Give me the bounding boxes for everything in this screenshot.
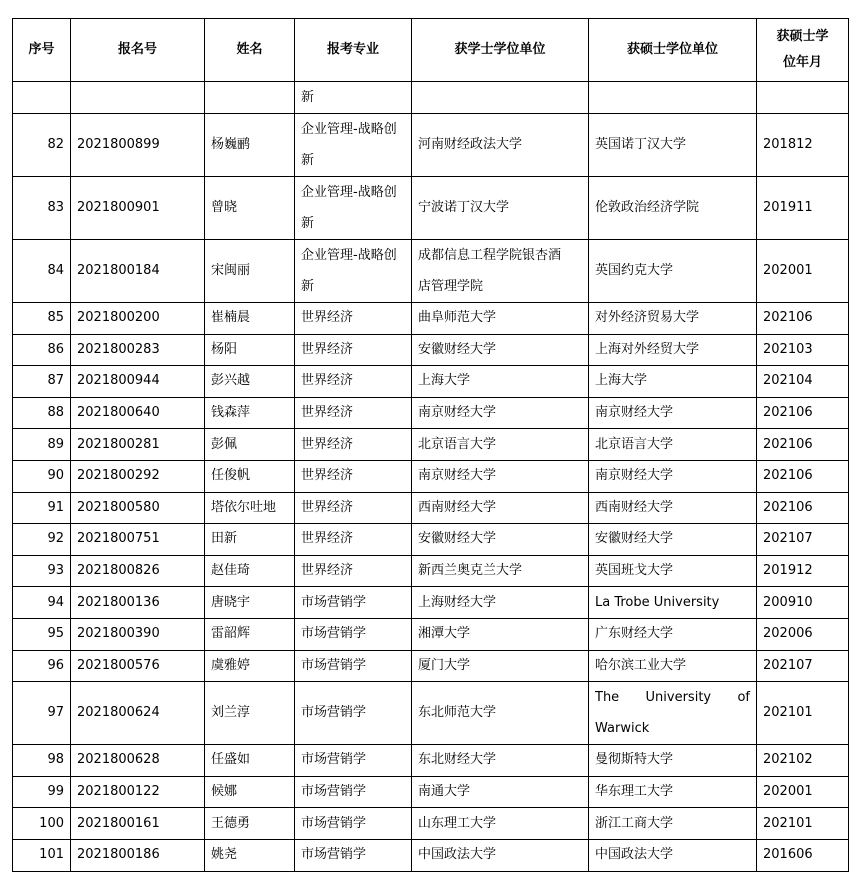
cell-seq: 91 [13, 492, 71, 524]
cell-master-institution: 曼彻斯特大学 [589, 745, 757, 777]
cell-major: 市场营销学 [295, 650, 412, 682]
table-row [13, 240, 849, 303]
cell-name: 曾晓 [205, 177, 295, 240]
cell-name: 塔依尔吐地 [205, 492, 295, 524]
cell-name: 彭佩 [205, 429, 295, 461]
cell-name: 唐晓宇 [205, 587, 295, 619]
cell-bachelor-institution: 上海财经大学 [412, 587, 589, 619]
cell-seq: 82 [13, 114, 71, 177]
table-row [13, 366, 849, 398]
cell-major: 新 [295, 82, 412, 114]
cell-master-institution: 英国诺丁汉大学 [589, 114, 757, 177]
cell-bachelor-institution: 东北师范大学 [412, 682, 589, 745]
cell-registration-number: 2021800184 [71, 240, 205, 303]
cell-master-date: 202103 [757, 334, 849, 366]
cell-name: 雷韶辉 [205, 618, 295, 650]
cell-bachelor-institution: 北京语言大学 [412, 429, 589, 461]
cell-master-date: 202107 [757, 524, 849, 556]
cell-registration-number: 2021800899 [71, 114, 205, 177]
cell-seq: 96 [13, 650, 71, 682]
cell-master-institution: 浙江工商大学 [589, 808, 757, 840]
cell-bachelor-line1: 成都信息工程学院银杏酒 [418, 248, 562, 263]
cell-major-line1: 企业管理-战略创 [301, 185, 397, 200]
cell-master-date: 202101 [757, 682, 849, 745]
cell-registration-number: 2021800200 [71, 303, 205, 335]
cell-major: 世界经济 [295, 303, 412, 335]
cell-bachelor-institution [412, 82, 589, 114]
cell-master-institution: 英国班戈大学 [589, 555, 757, 587]
cell-master-institution [589, 682, 757, 745]
cell-name: 虞雅婷 [205, 650, 295, 682]
cell-master-institution [589, 82, 757, 114]
cell-registration-number: 2021800136 [71, 587, 205, 619]
cell-bachelor-institution: 南京财经大学 [412, 397, 589, 429]
cell-seq: 88 [13, 397, 71, 429]
cell-registration-number: 2021800161 [71, 808, 205, 840]
cell-bachelor-institution: 安徽财经大学 [412, 334, 589, 366]
cell-master-date: 202106 [757, 492, 849, 524]
cell-master-date [757, 82, 849, 114]
cell-major: 世界经济 [295, 334, 412, 366]
cell-master-institution: 西南财经大学 [589, 492, 757, 524]
table-header [13, 19, 849, 82]
cell-major-line1: 企业管理-战略创 [301, 248, 397, 263]
cell-master-institution: 英国约克大学 [589, 240, 757, 303]
table-row [13, 776, 849, 808]
cell-name: 赵佳琦 [205, 555, 295, 587]
cell-master-institution: 对外经济贸易大学 [589, 303, 757, 335]
cell-registration-number: 2021800292 [71, 460, 205, 492]
table-row [13, 460, 849, 492]
table-row [13, 114, 849, 177]
cell-seq: 92 [13, 524, 71, 556]
cell-name: 候娜 [205, 776, 295, 808]
header-master-date-line1: 获硕士学 [776, 29, 829, 44]
cell-major: 市场营销学 [295, 808, 412, 840]
cell-master-date: 202107 [757, 650, 849, 682]
cell-master-date: 201812 [757, 114, 849, 177]
table-row [13, 177, 849, 240]
cell-major: 市场营销学 [295, 839, 412, 871]
table-row [13, 492, 849, 524]
cell-major: 市场营销学 [295, 587, 412, 619]
table-row [13, 397, 849, 429]
header-major: 报考专业 [295, 19, 412, 82]
cell-major: 市场营销学 [295, 745, 412, 777]
cell-name: 宋闽丽 [205, 240, 295, 303]
cell-master-date: 202102 [757, 745, 849, 777]
cell-bachelor-institution: 安徽财经大学 [412, 524, 589, 556]
cell-name: 崔楠晨 [205, 303, 295, 335]
cell-major-line2: 新 [301, 216, 315, 231]
cell-master-date: 201606 [757, 839, 849, 871]
cell-name: 田新 [205, 524, 295, 556]
cell-seq: 101 [13, 839, 71, 871]
cell-major: 世界经济 [295, 524, 412, 556]
cell-seq: 98 [13, 745, 71, 777]
cell-master-institution: 伦敦政治经济学院 [589, 177, 757, 240]
cell-seq: 87 [13, 366, 71, 398]
cell-registration-number: 2021800628 [71, 745, 205, 777]
cell-major: 市场营销学 [295, 682, 412, 745]
cell-seq: 100 [13, 808, 71, 840]
table-row [13, 303, 849, 335]
cell-registration-number: 2021800751 [71, 524, 205, 556]
cell-registration-number: 2021800944 [71, 366, 205, 398]
table-row [13, 334, 849, 366]
cell-major: 世界经济 [295, 460, 412, 492]
cell-bachelor-institution: 中国政法大学 [412, 839, 589, 871]
cell-seq: 83 [13, 177, 71, 240]
cell-master-date: 202106 [757, 397, 849, 429]
cell-bachelor-institution: 湘潭大学 [412, 618, 589, 650]
cell-master-institution: 广东财经大学 [589, 618, 757, 650]
cell-bachelor-institution: 宁波诺丁汉大学 [412, 177, 589, 240]
cell-bachelor-institution: 上海大学 [412, 366, 589, 398]
cell-master-date: 201912 [757, 555, 849, 587]
cell-registration-number: 2021800640 [71, 397, 205, 429]
cell-master-date: 202001 [757, 776, 849, 808]
cell-major: 世界经济 [295, 429, 412, 461]
cell-seq: 90 [13, 460, 71, 492]
cell-name: 杨巍鹂 [205, 114, 295, 177]
cell-name: 彭兴越 [205, 366, 295, 398]
header-registration-number: 报名号 [71, 19, 205, 82]
cell-seq: 93 [13, 555, 71, 587]
cell-registration-number: 2021800281 [71, 429, 205, 461]
table-row [13, 839, 849, 871]
cell-registration-number: 2021800186 [71, 839, 205, 871]
cell-registration-number: 2021800901 [71, 177, 205, 240]
cell-registration-number [71, 82, 205, 114]
cell-major-line2: 新 [301, 279, 315, 294]
cell-name: 钱森萍 [205, 397, 295, 429]
cell-seq: 94 [13, 587, 71, 619]
cell-master-line2: Warwick [595, 721, 650, 737]
table-row [13, 745, 849, 777]
table-row [13, 524, 849, 556]
header-master-date [757, 19, 849, 82]
cell-registration-number: 2021800122 [71, 776, 205, 808]
cell-master-institution: La Trobe University [589, 587, 757, 619]
cell-bachelor-institution: 河南财经政法大学 [412, 114, 589, 177]
header-bachelor-institution: 获学士学位单位 [412, 19, 589, 82]
cell-major-line2: 新 [301, 153, 315, 168]
cell-master-date: 202106 [757, 303, 849, 335]
cell-seq: 89 [13, 429, 71, 461]
table-body [13, 82, 849, 872]
cell-master-date: 202001 [757, 240, 849, 303]
cell-registration-number: 2021800390 [71, 618, 205, 650]
cell-master-date: 201911 [757, 177, 849, 240]
cell-name [205, 82, 295, 114]
cell-bachelor-institution: 新西兰奥克兰大学 [412, 555, 589, 587]
cell-master-institution: 北京语言大学 [589, 429, 757, 461]
cell-bachelor-institution: 南京财经大学 [412, 460, 589, 492]
cell-master-institution: 安徽财经大学 [589, 524, 757, 556]
cell-name: 王德勇 [205, 808, 295, 840]
cell-master-institution: 哈尔滨工业大学 [589, 650, 757, 682]
cell-bachelor-institution: 西南财经大学 [412, 492, 589, 524]
table-row [13, 682, 849, 745]
header-master-institution: 获硕士学位单位 [589, 19, 757, 82]
cell-master-date: 202104 [757, 366, 849, 398]
cell-bachelor-institution: 厦门大学 [412, 650, 589, 682]
cell-seq: 84 [13, 240, 71, 303]
cell-name: 刘兰淳 [205, 682, 295, 745]
cell-major: 世界经济 [295, 366, 412, 398]
cell-major: 世界经济 [295, 555, 412, 587]
table-row [13, 587, 849, 619]
admission-roster-table [12, 18, 849, 872]
cell-master-date: 202106 [757, 460, 849, 492]
cell-name: 任盛如 [205, 745, 295, 777]
cell-major [295, 177, 412, 240]
cell-seq: 97 [13, 682, 71, 745]
cell-major: 市场营销学 [295, 776, 412, 808]
cell-seq: 85 [13, 303, 71, 335]
cell-registration-number: 2021800283 [71, 334, 205, 366]
table-row [13, 555, 849, 587]
cell-major [295, 114, 412, 177]
cell-bachelor-institution [412, 240, 589, 303]
cell-bachelor-institution: 山东理工大学 [412, 808, 589, 840]
cell-master-date: 202006 [757, 618, 849, 650]
cell-name: 任俊帆 [205, 460, 295, 492]
header-seq: 序号 [13, 19, 71, 82]
cell-name: 杨阳 [205, 334, 295, 366]
cell-master-line1: The University of [595, 690, 750, 706]
cell-seq [13, 82, 71, 114]
cell-seq: 95 [13, 618, 71, 650]
table-row [13, 618, 849, 650]
cell-bachelor-line2: 店管理学院 [418, 279, 484, 294]
cell-seq: 86 [13, 334, 71, 366]
header-row [13, 19, 849, 82]
table-row-continuation [13, 82, 849, 114]
cell-master-date: 202101 [757, 808, 849, 840]
header-master-date-line2: 位年月 [782, 55, 822, 70]
table-row [13, 429, 849, 461]
cell-major: 世界经济 [295, 397, 412, 429]
cell-seq: 99 [13, 776, 71, 808]
table-row [13, 808, 849, 840]
cell-master-institution: 上海大学 [589, 366, 757, 398]
header-name: 姓名 [205, 19, 295, 82]
cell-major: 世界经济 [295, 492, 412, 524]
cell-master-institution: 中国政法大学 [589, 839, 757, 871]
cell-major-line1: 企业管理-战略创 [301, 122, 397, 137]
table-row [13, 650, 849, 682]
cell-registration-number: 2021800826 [71, 555, 205, 587]
cell-registration-number: 2021800624 [71, 682, 205, 745]
cell-master-date: 202106 [757, 429, 849, 461]
cell-master-date: 200910 [757, 587, 849, 619]
cell-registration-number: 2021800580 [71, 492, 205, 524]
cell-master-institution: 华东理工大学 [589, 776, 757, 808]
cell-master-institution: 南京财经大学 [589, 460, 757, 492]
cell-bachelor-institution: 南通大学 [412, 776, 589, 808]
cell-master-institution: 南京财经大学 [589, 397, 757, 429]
cell-major: 市场营销学 [295, 618, 412, 650]
cell-name: 姚尧 [205, 839, 295, 871]
cell-bachelor-institution: 曲阜师范大学 [412, 303, 589, 335]
cell-registration-number: 2021800576 [71, 650, 205, 682]
cell-master-institution: 上海对外经贸大学 [589, 334, 757, 366]
cell-bachelor-institution: 东北财经大学 [412, 745, 589, 777]
cell-major [295, 240, 412, 303]
